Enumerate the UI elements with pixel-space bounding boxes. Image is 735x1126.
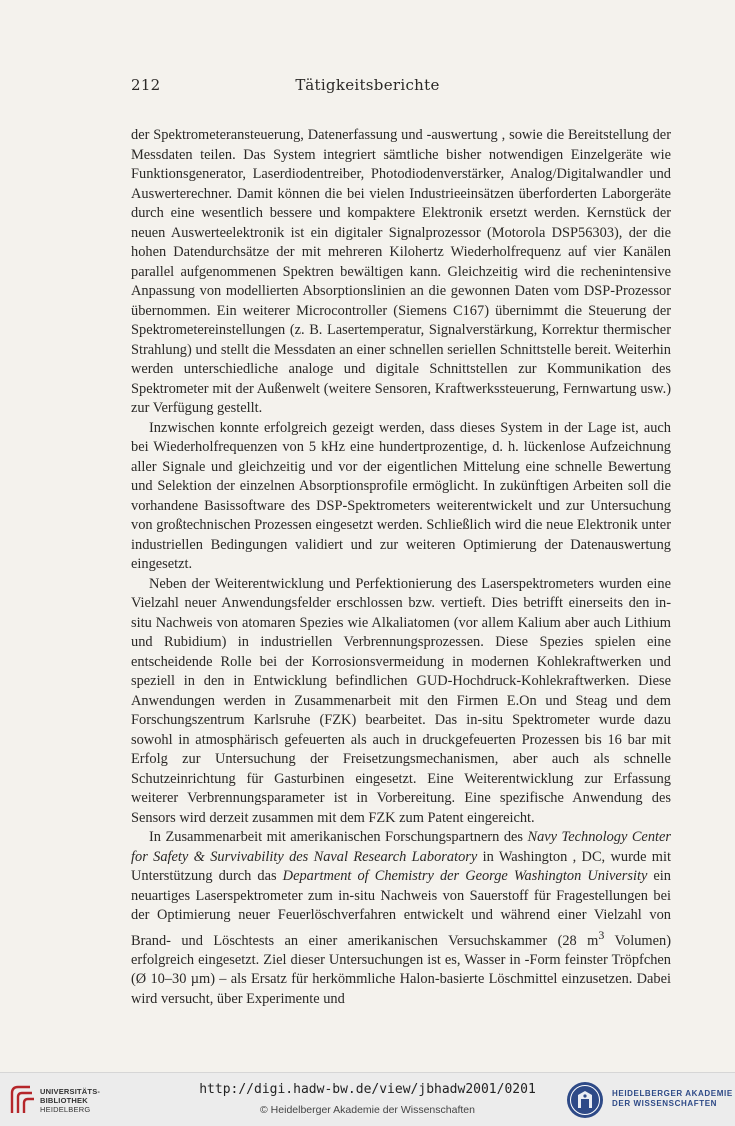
cubic-superscript: 3: [598, 927, 605, 942]
paragraph-4-part-c: ein neuartiges Laserspektrometer zum in-situ Nachweis von Sauerstoff für Fragestellungen bei der Optimierung neuer Feuerlöschverfahren entwickelt und während einer Vielzahl von Brand- und Löschtests an einer amerikanischen Versuchskammer (28 m: [131, 868, 671, 949]
ub-line-3: HEIDELBERG: [40, 1105, 91, 1114]
academy-name: [612, 1089, 733, 1109]
paragraph-4-part-d: Volumen) erfolgreich eingesetzt. Ziel dieser Untersuchungen ist es, Wasser in -Form feinster Tröpfchen (Ø 10–30 µm) – als Ersatz für herkömmliche Halon-basierte Löschmittel einzusetzen. Dabei wird versucht, über Experimente und: [131, 932, 671, 1007]
ub-line-1: UNIVERSITÄTS-: [40, 1087, 101, 1096]
paragraph-4-part-b: in Washington , DC, wurde mit Unterstützung durch das: [131, 848, 671, 884]
academy-line-1: HEIDELBERGER AKADEMIE: [612, 1089, 733, 1098]
body-text: [131, 126, 671, 1009]
department-name: Department of Chemistry der George Washington University: [282, 868, 648, 884]
navy-center-name: Navy Technology Center for Safety & Survivability des Naval Research Laboratory: [131, 829, 671, 865]
paragraph-2: Inzwischen konnte erfolgreich gezeigt werden, dass dieses System in der Lage ist, auch bei Wiederholfrequenzen von 5 kHz eine hundertprozentige, d. h. lückenlose Aufzeichnung aller Signale und gleichzeitig und vor der eigentlichen Mittelung eine schnelle Bewertung und Selektion der einzelnen Absorptionsprofile ermöglicht. In zukünftigen Arbeiten soll die vorhandene Basissoftware des DSP-Spektrometers weiterentwickelt und zur Untersuchung von großtechnischen Prozessen eingesetzt werden. Schließlich wird die neue Elektronik unter industriellen Bedingungen validiert und zur weiteren Optimierung der Datenauswertung eingesetzt.: [131, 419, 671, 572]
running-head: Tätigkeitsberichte: [295, 76, 440, 94]
ub-line-2: BIBLIOTHEK: [40, 1096, 88, 1105]
paragraph-3: Neben der Weiterentwicklung und Perfektionierung des Laserspektrometers wurden eine Vielzahl neuer Anwendungsfelder erschlossen bzw. vertieft. Dies betrifft einerseits den in-situ Nachweis von atomaren Spezies wie Alkaliatomen (vor allem Kalium aber auch Lithium und Rubidium) in industriellen Verbrennungsprozessen. Diese Spezies spielen eine entscheidende Rolle bei der Korrosionsvermeidung in modernen Kohlekraftwerken und speziell in den in Entwicklung befindlichen GUD-Hochdruck-Kohlekraftwerken. Diese Anwendungen werden in Zusammenarbeit mit den Firmen E.On und Steag und dem Forschungszentrum Karlsruhe (FZK) bearbeitet. Das in-situ Spektrometer wurde dazu sowohl in atmosphärisch gefeuerten als auch in druckgefeuerten Prozessen bis 16 bar mit Erfolg zur Untersuchung der Freisetzungsmechanismen, aber auch als schnelle Schutzeinrichtung für Gasturbinen eingesetzt. Eine Weiterentwicklung zur Erfassung weiterer Verbrennungsparameter ist in Vorbereitung. Eine spezifische Anwendung des Sensors wird derzeit zusammen mit dem FZK zum Patent eingereicht.: [131, 575, 671, 826]
footer-bar: [0, 1072, 735, 1126]
academy-seal-icon: [566, 1081, 604, 1119]
paragraph-1: der Spektrometeransteuerung, Datenerfassung und -auswertung , sowie die Bereitstellung der Messdaten teilen. Das System integriert sämtliche bisher notwendigen Einzelgeräte wie Funktionsgenerator, Laserdiodentreiber, Photodiodenverstärker, Analog/Digitalwandler und Auswerterechner. Damit können die bei vielen Industrieeinsätzen überforderten Laborgeräte durch eine wesentlich bessere und kompaktere Elektronik ersetzt werden. Kernstück der neuen Auswerteelektronik ist ein digitaler Signalprozessor (Motorola DSP56303), der die hohen Datendurchsätze der mit mehreren Kilohertz Wiederholfrequenz auf vier Kanälen parallel aufgenommenen Spektren bewältigen kann. Gleichzeitig wird die rechenintensive Anpassung von modellierten Absorptionslinien an die gewonnen Daten vom DSP-Prozessor übernommen. Ein weiterer Microcontroller (Siemens C167) übernimmt die Steuerung der Spektrometereinstellungen (z. B. Lasertemperatur, Signalverstärkung, Korrektur thermischer Strahlung) und stellt die Messdaten an einer schnellen seriellen Schnittstelle bereit. Weiterhin werden unterschiedliche analoge und digitale Schnittstellen zur Kommunikation des Spektrometer mit der Außenwelt (weitere Sensoren, Kraftwerkssteuerung, Fernwartung usw.) zur Verfügung gestellt.: [131, 127, 671, 416]
copyright-notice: © Heidelberger Akademie der Wissenschaften: [260, 1104, 475, 1116]
permalink-url[interactable]: http://digi.hadw-bw.de/view/jbhadw2001/0201: [199, 1082, 536, 1097]
paragraph-4: [131, 828, 671, 1009]
page-number: 212: [131, 76, 161, 94]
academy-line-2: DER WISSENSCHAFTEN: [612, 1099, 718, 1108]
paragraph-4-part-a: In Zusammenarbeit mit amerikanischen Forschungspartnern des: [149, 829, 528, 845]
